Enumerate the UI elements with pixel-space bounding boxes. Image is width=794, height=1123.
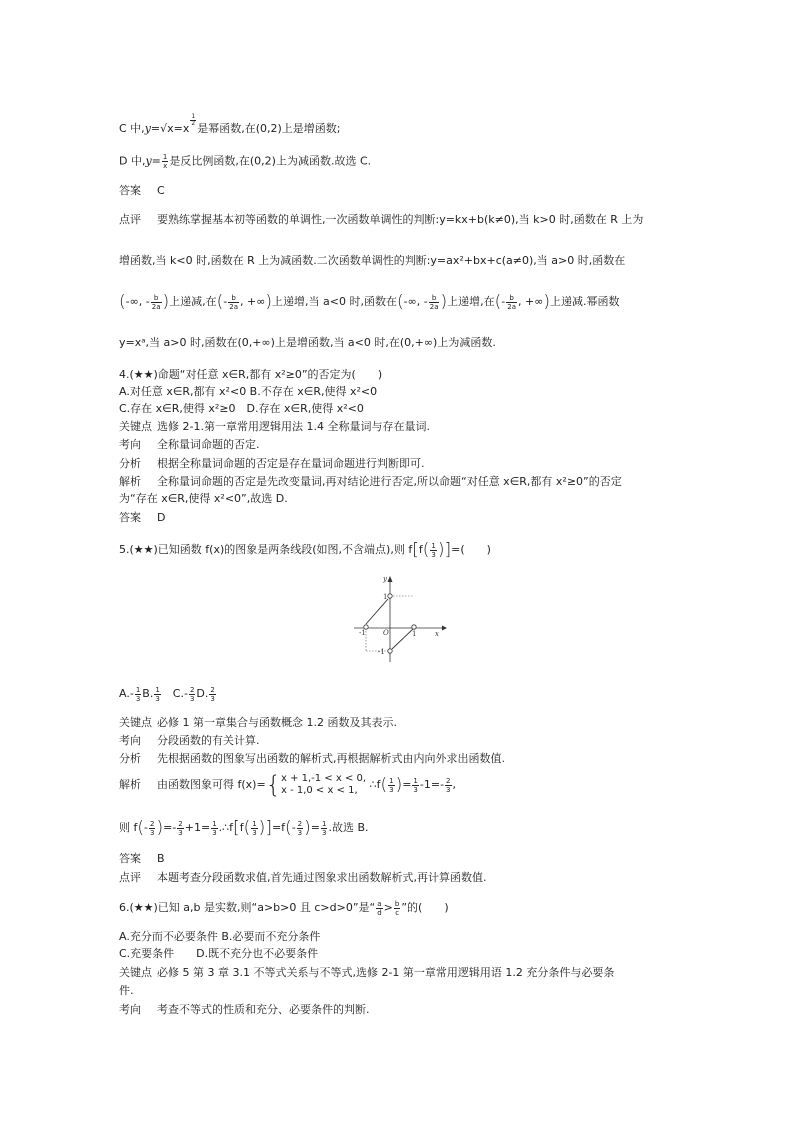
comment-text: 要熟练掌握基本初等函数的单调性,一次函数单调性的判断:y=kx+b(k≠0),当 k>0 时,函数在 R 上为 <box>157 213 644 226</box>
segment-right <box>392 628 417 649</box>
tick-label-neg1-x: -1 <box>359 629 366 637</box>
comment-q3-line2: 增函数,当 k<0 时,函数在 R 上为减函数.二次函数单调性的判断:y=ax²+bx+c(a≠0),当 a>0 时,函数在 <box>119 254 626 267</box>
question-5-direction: 考向 分段函数的有关计算. <box>119 734 260 747</box>
question-5-options: A.- $\frac{1}{3}$ B. $\frac{1}{3}$ C.- $\frac{2}{3}$ D. $\frac{2}{3}$ <box>119 685 215 703</box>
d-y-eq: y= <box>145 154 161 168</box>
option-c-explanation <box>119 114 341 136</box>
d-prefix: D 中, <box>119 154 146 168</box>
option-d-explanation <box>119 153 371 170</box>
c-exponent: $\frac{1}{2}$ <box>191 113 196 127</box>
answer-q3 <box>119 184 165 198</box>
c-prefix: C 中, <box>119 122 145 135</box>
comment-q3-line4: y=xᵃ,当 a>0 时,函数在(0,+∞)上是增函数,当 a<0 时,在(0,+∞)上为减函数. <box>119 336 496 349</box>
x-axis-arrow-icon <box>442 626 447 631</box>
answer-label: 答案 <box>119 184 141 197</box>
question-5-answer: 答案 B <box>119 852 165 865</box>
c-sqrt: √x <box>160 122 174 135</box>
open-endpoint-top <box>388 594 392 598</box>
tick-label-1-x: 1 <box>412 630 417 638</box>
question-5-solution-2: 则 f(- $\frac{2}{3}$ )=- $\frac{2}{3}$ +1= $\frac{1}{3}$ .∴f[f( $\frac{1}{3}$ )]=f(- $\frac{2}{3}$ )= $\frac{1}{3}$ .故选 B. <box>119 818 369 838</box>
question-5-comment: 点评 本题考查分段函数求值,首先通过图象求出函数解析式,再计算函数值. <box>119 871 487 884</box>
question-5-solution-1: 解析 由函数图象可得 f(x)={ x + 1,-1 < x < 0, x - 1,0 < x < 1, ∴f( $\frac{1}{3}$ )= $\frac{1}{3}$ -1=- $\frac{2}{3}$ , <box>119 771 457 799</box>
question-4-analysis: 分析 根据全称量词命题的否定是存在量词命题进行判断即可. <box>119 457 425 470</box>
question-4-solution-1: 解析 全称量词命题的否定是先改变量词,再对结论进行否定,所以命题“对任意 x∈R,都有 x²≥0”的否定 <box>119 475 622 488</box>
open-endpoint-bottom <box>388 649 392 653</box>
c-y-eq: y= <box>144 122 161 135</box>
question-4-solution-2: 为“存在 x∈R,使得 x²<0”,故选 D. <box>119 492 288 505</box>
question-4-stem: 4.(★★)命题“对任意 x∈R,都有 x²≥0”的否定为( ) <box>119 368 383 381</box>
c-text: 是幂函数,在(0,2)上是增函数; <box>197 122 341 135</box>
segment-left <box>366 599 388 624</box>
piecewise-function-graph <box>350 572 450 662</box>
origin-label: O <box>383 629 389 637</box>
question-6-options-cd: C.充要条件 D.既不充分也不必要条件 <box>119 947 319 960</box>
question-6-options-ab: A.充分而不必要条件 B.必要而不充分条件 <box>119 930 321 943</box>
question-4-options-cd: C.存在 x∈R,使得 x²≥0 D.存在 x∈R,使得 x²<0 <box>119 402 364 415</box>
question-5-stem: 5.(★★)已知函数 f(x)的图象是两条线段(如图,不含端点),则 f[f( $\frac{1}{3}$ )]=( ) <box>119 540 491 560</box>
tick-label-neg1-y: -1 <box>378 648 385 656</box>
question-6-keypoint-1: 关键点 必修 5 第 3 章 3.1 不等式关系与不等式,选修 2-1 第一章常用逻辑用语 1.2 充分条件与必要条 <box>119 966 615 979</box>
question-4-answer: 答案 D <box>119 511 166 524</box>
question-6-direction: 考向 考查不等式的性质和充分、必要条件的判断. <box>119 1003 370 1016</box>
d-fraction: $\frac{1}{x}$ <box>162 153 168 170</box>
x-axis-label: x <box>435 630 439 638</box>
question-4-options-ab: A.对任意 x∈R,都有 x²<0 B.不存在 x∈R,使得 x²<0 <box>119 385 378 398</box>
y-axis-label: y <box>383 575 387 583</box>
comment-label: 点评 <box>119 213 141 226</box>
comment-q3-line3: (-∞, - $\frac{b}{2a}$ )上递减,在(- $\frac{b}{2a}$ , +∞)上递增,当 a<0 时,函数在(-∞, - $\frac{b}{2a}$ )上递增,在(- $\frac{b}{2a}$ , +∞)上递减.幂函数 <box>119 292 620 312</box>
y-axis-arrow-icon <box>388 576 393 582</box>
answer-value: C <box>157 184 165 197</box>
question-4-keypoint: 关键点 选修 2-1.第一章常用逻辑用法 1.4 全称量词与存在量词. <box>119 420 430 433</box>
question-5-keypoint: 关键点 必修 1 第一章集合与函数概念 1.2 函数及其表示. <box>119 716 397 729</box>
question-4-direction: 考向 全称量词命题的否定. <box>119 438 260 451</box>
question-6-keypoint-2: 件. <box>119 984 134 997</box>
c-power: =x <box>173 122 190 135</box>
comment-q3-line1 <box>119 213 643 227</box>
open-endpoint-right <box>412 625 416 629</box>
d-text: 是反比例函数,在(0,2)上为减函数.故选 C. <box>169 154 372 168</box>
question-5-analysis: 分析 先根据函数的图象写出函数的解析式,再根据解析式由内向外求出函数值. <box>119 752 505 765</box>
question-6-stem: 6.(★★)已知 a,b 是实数,则“a>b>0 且 c>d>0”是“ $\frac{a}{d}$ > $\frac{b}{c}$ ”的( ) <box>119 899 449 917</box>
tick-label-1-y: 1 <box>383 593 388 601</box>
